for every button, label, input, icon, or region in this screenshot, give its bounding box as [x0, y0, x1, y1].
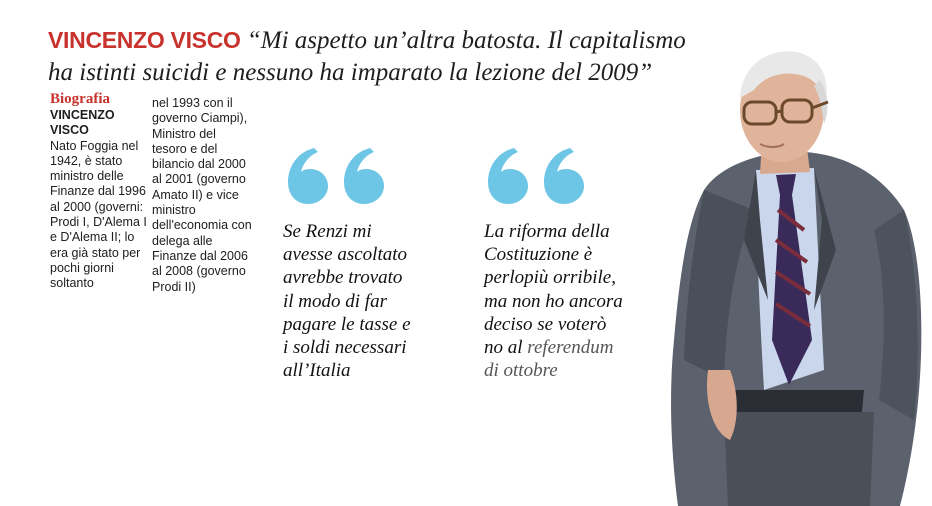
open-quote-icon: [484, 142, 588, 206]
headline-name: VINCENZO VISCO: [48, 27, 241, 53]
headline: [48, 24, 688, 89]
person-portrait: [664, 40, 932, 506]
bio-label: Biografia: [50, 91, 110, 107]
bio-name: VINCENZO VISCO: [50, 108, 115, 138]
pull-quote-1: Se Renzi mi avesse ascoltato avrebbe trovato il modo di far pagare le tasse e i soldi necessari all’Italia: [283, 221, 411, 382]
open-quote-icon: [284, 142, 388, 206]
headline-quote: “Mi aspetto un’altra batosta. Il capitalismo ha istinti suicidi e nessuno ha imparato la lezione del 2009”: [48, 27, 686, 86]
pull-quote-2-text: La riforma della Costituzione è perlopiù orribile, ma non ho ancora deciso se voterò no al: [484, 221, 623, 359]
bio-text-2: nel 1993 con il governo Ciampi), Ministro del tesoro e del bilancio dal 2000 al 2001 (governo Amato II) e vice ministro dell'economia con delega alle Finanze dal 2006 al 2008 (governo Prodi II): [152, 96, 252, 294]
bio-text-1: Nato Foggia nel 1942, è stato ministro delle Finanze dal 1996 al 2000 (governi: Prodi I, D'Alema I e D'Alema II; lo era già stato per pochi giorni soltanto: [50, 138, 147, 291]
pull-quote-2-tail: referendum di ottobre: [484, 337, 614, 382]
pull-quote-2: [484, 220, 624, 382]
bio-column-1: [50, 90, 150, 292]
bio-column-2: [152, 96, 252, 295]
